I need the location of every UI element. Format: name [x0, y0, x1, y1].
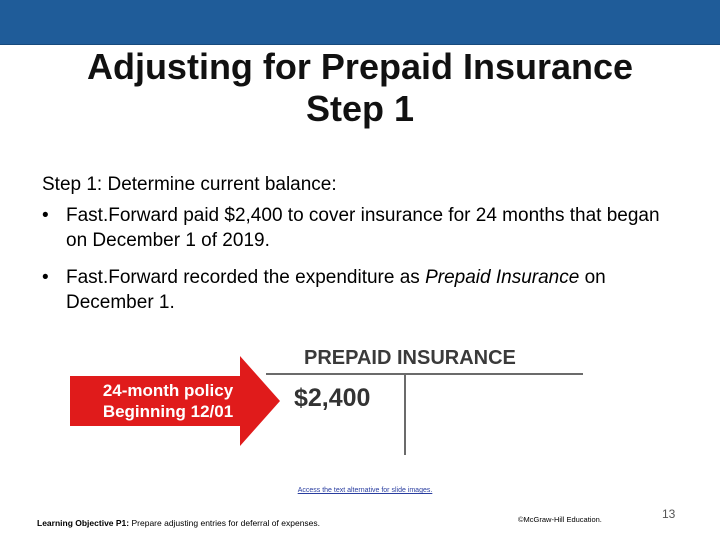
bullet-item-1 [42, 203, 682, 253]
bullet-text: Fast.Forward paid $2,400 to cover insurance for 24 months that began on December 1 of 2019. [66, 205, 660, 251]
bullet-item-2 [42, 265, 682, 315]
learning-objective-label: Learning Objective P1: [37, 518, 130, 528]
t-account-horizontal-line [266, 373, 583, 375]
arrow-callout-text [84, 380, 252, 422]
bullet-text-end: on December 1. [66, 267, 606, 313]
slide-title-line-2: Step 1 [305, 88, 415, 129]
learning-objective [37, 518, 320, 528]
bullet-text-italic: Prepaid Insurance [425, 267, 580, 288]
copyright-notice: ©McGraw-Hill Education. [518, 515, 602, 524]
t-account-vertical-line [404, 375, 406, 455]
page-number: 13 [662, 507, 676, 521]
step-heading: Step 1: Determine current balance: [42, 174, 337, 195]
top-banner [0, 0, 720, 45]
bullet-dot: • [42, 205, 49, 226]
t-account-title: PREPAID INSURANCE [304, 347, 516, 369]
learning-objective-text: Prepare adjusting entries for deferral of expenses. [129, 518, 321, 528]
text-alternative-link[interactable]: Access the text alternative for slide images. [297, 487, 433, 494]
bullet-dot: • [42, 267, 49, 288]
slide-body [42, 172, 682, 327]
t-account-debit-amount: $2,400 [294, 384, 371, 412]
bullet-text-start: Fast.Forward recorded the expenditure as [66, 267, 426, 288]
slide-title-line-1: Adjusting for Prepaid Insurance [86, 46, 634, 87]
arrow-callout-line-1: 24-month policy [102, 381, 234, 400]
arrow-callout-line-2: Beginning 12/01 [102, 402, 234, 421]
slide-title [0, 46, 720, 130]
